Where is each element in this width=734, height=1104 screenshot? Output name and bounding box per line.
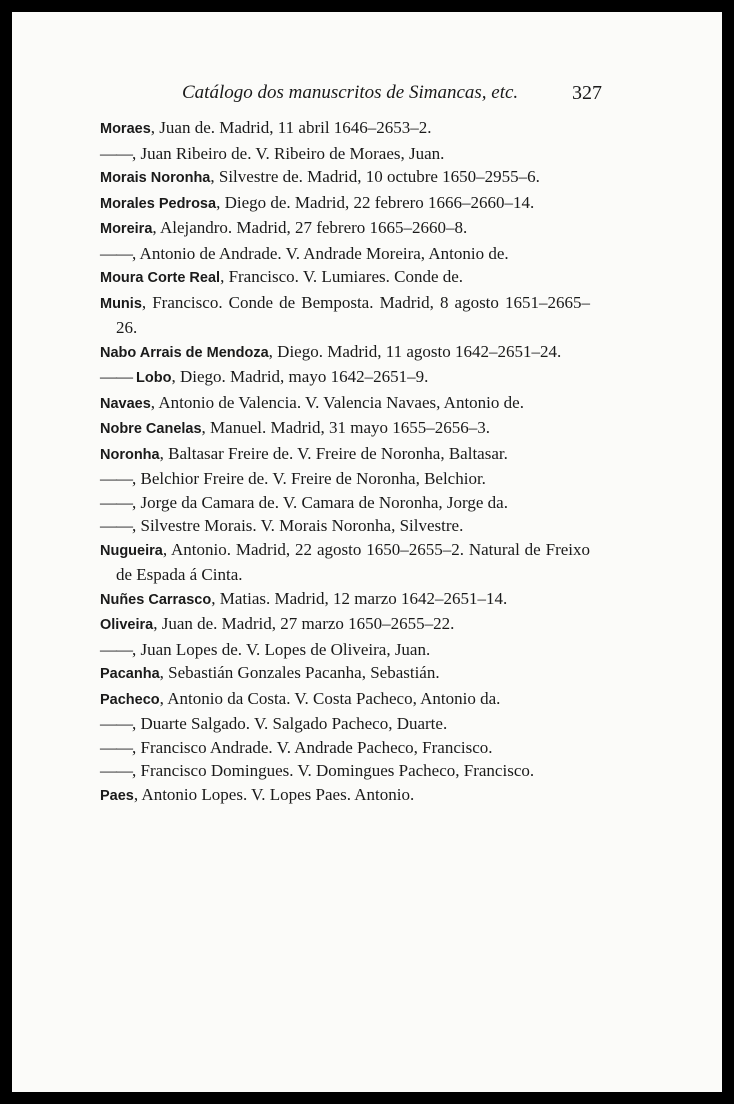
repeat-dash: —— [100, 639, 132, 659]
running-title: Catálogo dos manuscritos de Simancas, etc. [182, 82, 519, 103]
entry-text: , Antonio de Valencia. V. Valencia Navaes, Antonio de. [150, 392, 524, 412]
catalog-entry [100, 467, 590, 491]
catalog-entry [100, 242, 590, 266]
entry-heading: Munis [100, 295, 142, 312]
entry-text: , Silvestre Morais. V. Morais Noronha, Silvestre. [132, 516, 464, 535]
entry-heading: Nobre Canelas [100, 421, 202, 437]
entry-text: , Antonio Lopes. V. Lopes Paes. Antonio. [133, 784, 415, 804]
entry-heading: Nabo Arrais de Mendoza [100, 344, 269, 361]
entry-text: , Juan de. Madrid, 27 marzo 1650–2655–22. [153, 614, 455, 633]
catalog-entry [100, 216, 590, 242]
entry-text: , Sebastián Gonzales Pacanha, Sebastián. [159, 663, 440, 682]
catalog-entry [100, 587, 590, 613]
entry-text: , Alejandro. Madrid, 27 febrero 1665–2660–8. [152, 218, 468, 237]
repeat-dash: —— [100, 143, 132, 163]
catalog-entry [100, 491, 590, 515]
entry-text: , Francisco. Conde de Bemposta. Madrid, 8 agosto 1651–2665–26. [116, 292, 590, 337]
entry-text: , Silvestre de. Madrid, 10 octubre 1650–2955–6. [210, 167, 540, 186]
catalog-entry [100, 340, 590, 366]
entry-heading: Moraes [100, 121, 151, 137]
entry-heading: Lobo [132, 370, 172, 386]
repeat-dash: —— [100, 367, 132, 386]
catalog-entry [100, 783, 590, 809]
repeat-dash: —— [100, 714, 132, 733]
catalog-entry [100, 612, 590, 638]
entry-heading: Navaes [100, 395, 151, 412]
catalog-entry [100, 538, 590, 587]
entry-heading: Oliveira [100, 617, 154, 633]
entry-text: , Baltasar Freire de. V. Freire de Noronha, Baltasar. [159, 443, 508, 463]
catalog-entry [100, 736, 590, 760]
repeat-dash: —— [100, 469, 132, 488]
catalog-entry [100, 291, 590, 340]
document-page [12, 12, 722, 1092]
entry-text: , Francisco. V. Lumiares. Conde de. [220, 267, 464, 286]
repeat-dash: —— [100, 492, 132, 512]
catalog-entry [100, 416, 590, 442]
entry-text: , Antonio de Andrade. V. Andrade Moreira, Antonio de. [132, 243, 509, 263]
catalog-entries [100, 116, 590, 808]
entry-text: , Manuel. Madrid, 31 mayo 1655–2656–3. [201, 418, 491, 437]
entry-text: , Antonio da Costa. V. Costa Pacheco, Antonio da. [159, 688, 501, 708]
entry-text: , Diego. Madrid, mayo 1642–2651–9. [171, 367, 429, 386]
catalog-entry [100, 687, 590, 713]
catalog-entry [100, 638, 590, 662]
catalog-entry [100, 265, 590, 291]
catalog-entry [100, 165, 590, 191]
entry-heading: Nuñes Carrasco [100, 591, 212, 608]
entry-heading: Morais Noronha [100, 170, 211, 186]
catalog-entry [100, 142, 590, 166]
catalog-entry [100, 759, 590, 783]
entry-text: , Juan de. Madrid, 11 abril 1646–2653–2. [150, 118, 432, 137]
repeat-dash: —— [100, 761, 132, 780]
entry-text: , Belchior Freire de. V. Freire de Noronha, Belchior. [132, 469, 486, 488]
entry-heading: Nugueira [100, 542, 163, 559]
entry-heading: Moreira [100, 221, 153, 237]
entry-text: , Francisco Domingues. V. Domingues Pacheco, Francisco. [132, 761, 535, 780]
entry-text: , Diego. Madrid, 11 agosto 1642–2651–24. [268, 341, 562, 361]
repeat-dash: —— [100, 243, 132, 263]
entry-text: , Juan Lopes de. V. Lopes de Oliveira, Juan. [132, 639, 431, 659]
entry-heading: Moura Corte Real [100, 270, 221, 286]
repeat-dash: —— [100, 516, 132, 535]
page-number: 327 [572, 82, 602, 104]
catalog-entry [100, 365, 590, 391]
entry-heading: Paes [100, 787, 134, 804]
entry-text: , Juan Ribeiro de. V. Ribeiro de Moraes, Juan. [132, 143, 445, 163]
catalog-entry [100, 712, 590, 736]
page-header [182, 76, 602, 106]
repeat-dash: —— [100, 737, 132, 757]
entry-text: , Francisco Andrade. V. Andrade Pacheco, Francisco. [132, 737, 493, 757]
entry-text: , Jorge da Camara de. V. Camara de Noronha, Jorge da. [132, 492, 508, 512]
catalog-entry [100, 116, 590, 142]
entry-heading: Pacanha [100, 666, 160, 682]
entry-text: , Duarte Salgado. V. Salgado Pacheco, Duarte. [132, 714, 448, 733]
catalog-entry [100, 391, 590, 417]
entry-text: , Diego de. Madrid, 22 febrero 1666–2660–14. [216, 192, 535, 212]
entry-heading: Morales Pedrosa [100, 195, 217, 212]
entry-text: , Antonio. Madrid, 22 agosto 1650–2655–2. Natural de Freixo de Espada á Cinta. [116, 539, 590, 584]
catalog-entry [100, 514, 590, 538]
entry-heading: Pacheco [100, 691, 160, 708]
catalog-entry [100, 661, 590, 687]
entry-heading: Noronha [100, 446, 160, 463]
catalog-entry [100, 191, 590, 217]
entry-text: , Matias. Madrid, 12 marzo 1642–2651–14. [211, 588, 508, 608]
catalog-entry [100, 442, 590, 468]
